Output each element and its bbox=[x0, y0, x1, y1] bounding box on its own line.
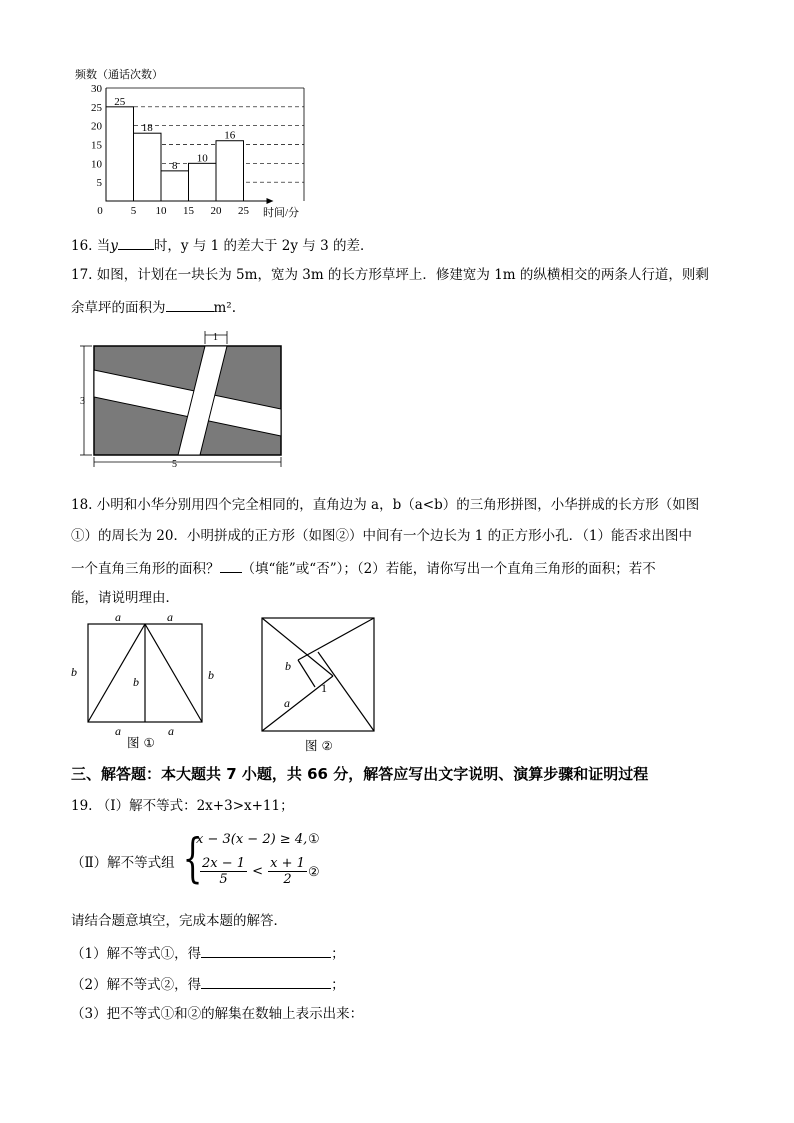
label-a: a bbox=[115, 610, 121, 624]
figure-1-rectangle bbox=[65, 608, 225, 743]
label-b: b bbox=[208, 668, 214, 682]
x-tick-labels bbox=[97, 205, 249, 217]
section-3-heading: 三、解答题：本大题共 7 小题，共 66 分，解答应写出文字说明、演算步骤和证明过程 bbox=[71, 765, 649, 783]
label-b: b bbox=[71, 665, 77, 679]
height-label: 3 bbox=[80, 396, 85, 407]
y-axis-label: 频数（通话次数） bbox=[75, 69, 163, 81]
answer-blank-19-1[interactable] bbox=[201, 943, 331, 958]
y-tick-label: 10 bbox=[91, 158, 102, 171]
length-label: 5 bbox=[172, 459, 177, 470]
answer-blank-18[interactable] bbox=[220, 558, 242, 573]
y-tick-labels bbox=[91, 83, 103, 189]
inequality-system-brace: { bbox=[182, 829, 203, 889]
bar-value-label: 18 bbox=[141, 122, 153, 135]
x-tick-label: 25 bbox=[238, 205, 249, 217]
x-tick-label: 15 bbox=[183, 205, 194, 217]
bar-value-label: 25 bbox=[114, 95, 126, 108]
label-a: a bbox=[284, 696, 290, 710]
answer-blank-19-2[interactable] bbox=[201, 974, 331, 989]
histogram-bar bbox=[134, 133, 162, 201]
y-tick-label: 20 bbox=[91, 120, 102, 133]
inequality-1-mark: ① bbox=[308, 832, 320, 847]
label-a: a bbox=[167, 610, 173, 624]
answer-blank-17[interactable] bbox=[166, 297, 214, 312]
histogram-bar bbox=[216, 141, 244, 201]
question-18-line-4: 能，请说明理由． bbox=[71, 590, 179, 606]
inequality-1: x − 3(x − 2) ≥ 4, bbox=[196, 832, 308, 847]
bar-value-label: 8 bbox=[172, 159, 178, 172]
question-18-line-2: ①）的周长为 20．小明拼成的正方形（如图②）中间有一个边长为 1 的正方形小孔．（1）能否求出图中 bbox=[71, 528, 692, 544]
question-16: 16. 当y 时，y 与 1 的差大于 2y 与 3 的差． bbox=[71, 235, 373, 255]
question-19-step-2: （2）解不等式②，得 ； bbox=[71, 974, 345, 994]
question-18-line-1: 18. 小明和小华分别用四个完全相同的，直角边为 a，b（a<b）的三角形拼图，小华拼成的长方形（如图 bbox=[71, 497, 700, 513]
answer-blank-16[interactable] bbox=[118, 235, 154, 250]
lawn-path-figure bbox=[78, 330, 288, 470]
label-1: 1 bbox=[321, 681, 327, 695]
question-19-part-1: 19. （Ⅰ）解不等式：2x+3>x+11； bbox=[71, 798, 294, 814]
y-tick-label: 15 bbox=[91, 139, 102, 152]
figure-2-caption: 图 ② bbox=[305, 738, 333, 753]
x-tick-label: 20 bbox=[210, 205, 222, 217]
histogram-chart bbox=[70, 62, 320, 222]
x-tick-label: 5 bbox=[130, 205, 137, 217]
label-a: a bbox=[115, 724, 121, 738]
label-a: a bbox=[168, 724, 174, 738]
question-17-line-1: 17. 如图，计划在一块长为 5m，宽为 3m 的长方形草坪上．修建宽为 1m 的纵横相交的两条人行道，则剩 bbox=[71, 267, 709, 283]
inequality-2: $\frac{2x - 1}{5}$ < $\frac{x + 1}{2}$ bbox=[202, 856, 305, 887]
y-tick-label: 5 bbox=[96, 177, 102, 190]
histogram-bar bbox=[161, 171, 189, 201]
label-b: b bbox=[133, 675, 139, 689]
histogram-bars bbox=[106, 107, 244, 201]
y-tick-label: 25 bbox=[91, 101, 102, 114]
x-tick-label: 10 bbox=[155, 205, 167, 217]
x-tick-label: 0 bbox=[97, 205, 103, 217]
question-19-part-2-label: （Ⅱ）解不等式组 bbox=[71, 855, 175, 871]
bar-value-label: 16 bbox=[224, 129, 236, 142]
question-18-line-3: 一个直角三角形的面积？ （填“能”或“否”）；（2）若能，请你写出一个直角三角形的面积；若不 bbox=[71, 558, 656, 578]
histogram-bar bbox=[189, 163, 217, 201]
figure-1-caption: 图 ① bbox=[127, 735, 155, 750]
histogram-bar bbox=[106, 107, 134, 201]
bar-value-label: 10 bbox=[196, 152, 208, 165]
x-axis-label: 时间/分 bbox=[263, 207, 300, 219]
question-19-step-3: （3）把不等式①和②的解集在数轴上表示出来： bbox=[71, 1006, 364, 1022]
figure-2-square bbox=[255, 612, 385, 737]
label-b: b bbox=[285, 659, 291, 673]
width-label: 1 bbox=[213, 332, 218, 343]
x-axis-arrow bbox=[267, 198, 274, 204]
question-17-line-2: 余草坪的面积为 m². bbox=[71, 297, 236, 317]
inequality-2-mark: ② bbox=[308, 865, 320, 880]
question-19-step-1: （1）解不等式①，得 ； bbox=[71, 943, 345, 963]
fraction-right: $\frac{x + 1}{2}$ bbox=[270, 856, 305, 887]
y-tick-label: 30 bbox=[91, 83, 102, 95]
question-19-instruction: 请结合题意填空，完成本题的解答． bbox=[71, 913, 287, 929]
fraction-left: $\frac{2x - 1}{5}$ bbox=[202, 856, 246, 887]
